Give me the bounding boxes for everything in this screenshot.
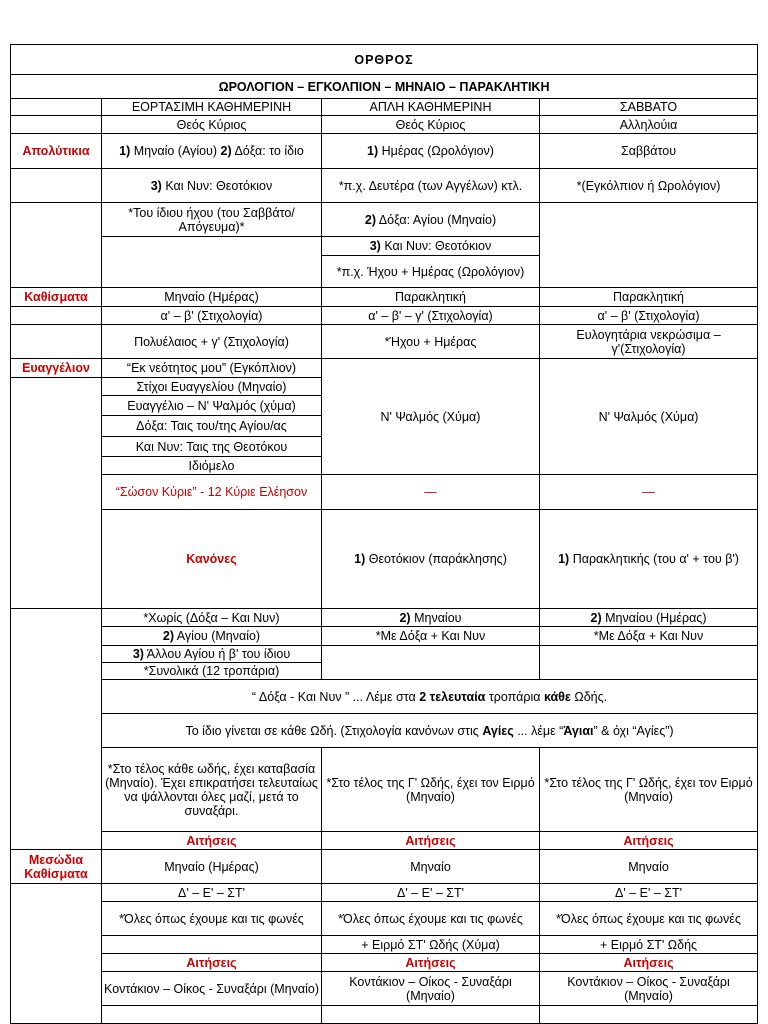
empty-cell	[540, 646, 758, 680]
cell-mes3-2: *Όλες όπως έχουμε και τις φωνές	[322, 902, 540, 936]
column-header-eortasimi: ΕΟΡΤΑΣΙΜΗ ΚΑΘΗΜΕΡΙΝΗ	[102, 99, 322, 116]
cell-apol2-2: *π.χ. Δευτέρα (των Αγγέλων) κτλ.	[322, 169, 540, 203]
cell-aitiseis-3: Αιτήσεις	[540, 832, 758, 850]
cell-apol1-1: 1) Μηναίο (Αγίου) 2) Δόξα: το ίδιο	[102, 134, 322, 169]
cell-evang-5: Και Νυν: Ταις της Θεοτόκου	[102, 437, 322, 457]
cell-kath3-2: *Ήχου + Ημέρας	[322, 325, 540, 359]
cell-aitiseis-1: Αιτήσεις	[102, 832, 322, 850]
cell-mes1-2: Μηναίο	[322, 850, 540, 884]
empty-cell	[102, 1006, 322, 1024]
cell-kath3-1: Πολυέλαιος + γ' (Στιχολογία)	[102, 325, 322, 359]
cell-katavasia-2: *Στο τέλος της Γ' Ωδής, έχει τον Ειρμό (Μηναίο)	[322, 748, 540, 832]
empty-cell	[322, 1006, 540, 1024]
cell-katavasia-1: *Στο τέλος κάθε ωδής, έχει καταβασία (Μηναίο). Έχει επικρατήσει τελευταίως να ψάλλονται όλες μαζί, μετά το συναξάρι.	[102, 748, 322, 832]
cell-apol2-3: *(Εγκόλπιον ή Ωρολόγιον)	[540, 169, 758, 203]
cell-kan2-2: 2) Μηναίου	[322, 609, 540, 627]
cell-kan2-3: 2) Μηναίου (Ημέρας)	[540, 609, 758, 627]
cell-aitiseis2-2: Αιτήσεις	[322, 954, 540, 972]
cell-evang-2: Στίχοι Ευαγγελίου (Μηναίο)	[102, 378, 322, 396]
cell-apol1-2: 1) Ημέρας (Ωρολόγιον)	[322, 134, 540, 169]
cell-theos-kyrios-3: Αλληλούια	[540, 116, 758, 134]
section-apolytikia: Απολύτικια	[11, 134, 102, 169]
cell-kan1-1: 1) Θεοτόκιον (παράκλησης)	[322, 510, 540, 609]
cell-mes4-3: + Ειρμό ΣΤ' Ωδής	[540, 936, 758, 954]
cell-apol5-2: *π.χ. Ήχου + Ημέρας (Ωρολόγιον)	[322, 256, 540, 288]
cell-mes2-3: Δ' – Ε' – ΣΤ'	[540, 884, 758, 902]
cell-evang-psalmos-3: Ν' Ψαλμός (Χύμα)	[540, 359, 758, 475]
cell-kan1-2: 1) Παρακλητικής (του α' + του β')	[540, 510, 758, 609]
cell-aitiseis-2: Αιτήσεις	[322, 832, 540, 850]
empty-cell	[11, 325, 102, 359]
cell-aitiseis2-3: Αιτήσεις	[540, 954, 758, 972]
cell-mes3-1: *Όλες όπως έχουμε και τις φωνές	[102, 902, 322, 936]
empty-cell	[11, 609, 102, 850]
section-kathismata: Καθίσματα	[11, 288, 102, 307]
empty-cell	[11, 307, 102, 325]
cell-kath2-2: α' – β' – γ' (Στιχολογία)	[322, 307, 540, 325]
page-subtitle: ΩΡΟΛΟΓΙΟΝ – ΕΓΚΟΛΠΙΟΝ – ΜΗΝΑΙΟ – ΠΑΡΑΚΛΗΤΙΚΗ	[11, 75, 758, 99]
page-title: ΟΡΘΡΟΣ	[11, 45, 758, 75]
empty-cell	[11, 884, 102, 1024]
cell-kath1-1: Μηναίο (Ημέρας)	[102, 288, 322, 307]
cell-apol1-3: Σαββάτου	[540, 134, 758, 169]
cell-kontakion-3: Κοντάκιον – Οίκος - Συναξάρι (Μηναίο)	[540, 972, 758, 1006]
cell-kan2-1: *Χωρίς (Δόξα – Και Νυν)	[102, 609, 322, 627]
cell-apol4-2: 3) Και Νυν: Θεοτόκιον	[322, 237, 540, 256]
cell-kan3-3: *Με Δόξα + Και Νυν	[540, 627, 758, 646]
section-mesodia: Μεσώδια Καθίσματα	[11, 850, 102, 884]
empty-cell	[11, 203, 102, 288]
cell-katavasia-3: *Στο τέλος της Γ' Ωδής, έχει τον Ειρμό (Μηναίο)	[540, 748, 758, 832]
cell-evang-4: Δόξα: Ταις του/της Αγίου/ας	[102, 416, 322, 437]
cell-kath1-3: Παρακλητική	[540, 288, 758, 307]
cell-kontakion-1: Κοντάκιον – Οίκος - Συναξάρι (Μηναίο)	[102, 972, 322, 1006]
empty-cell	[11, 116, 102, 134]
column-header-savvato: ΣΑΒΒΑΤΟ	[540, 99, 758, 116]
empty-cell	[540, 1006, 758, 1024]
cell-mes2-1: Δ' – Ε' – ΣΤ'	[102, 884, 322, 902]
cell-mes1-3: Μηναίο	[540, 850, 758, 884]
cell-evang-1: “Εκ νεότητος μου” (Εγκόπλιον)	[102, 359, 322, 378]
column-header-apli: ΑΠΛΗ ΚΑΘΗΜΕΡΙΝΗ	[322, 99, 540, 116]
empty-cell	[102, 936, 322, 954]
cell-theos-kyrios-2: Θεός Κύριος	[322, 116, 540, 134]
cell-kan5-1: *Συνολικά (12 τροπάρια)	[102, 663, 322, 680]
cell-mes4-2: + Ειρμό ΣΤ' Ωδής (Χύμα)	[322, 936, 540, 954]
cell-kath2-1: α' – β' (Στιχολογία)	[102, 307, 322, 325]
note-doxa-kai-nyn: “ Δόξα - Και Νυν ” ... Λέμε στα 2 τελευταία τροπάρια κάθε Ωδής.	[102, 680, 758, 714]
cell-theos-kyrios-1: Θεός Κύριος	[102, 116, 322, 134]
cell-evang-psalmos-2: Ν' Ψαλμός (Χύμα)	[322, 359, 540, 475]
cell-kath3-3: Ευλογητάρια νεκρώσιμα – γ'(Στιχολογία)	[540, 325, 758, 359]
empty-cell	[540, 203, 758, 288]
cell-apol3-1: *Του ίδιου ήχου (του Σαββάτο/Απόγευμα)*	[102, 203, 322, 237]
cell-evang-3: Ευαγγέλιο – Ν' Ψαλμός (χύμα)	[102, 396, 322, 416]
cell-soson-kyrie: “Σώσον Κύριε” - 12 Κύριε Ελέησον	[102, 475, 322, 510]
empty-cell	[11, 169, 102, 203]
cell-apol2-1: 3) Και Νυν: Θεοτόκιον	[102, 169, 322, 203]
empty-cell	[322, 646, 540, 680]
cell-mes3-3: *Όλες όπως έχουμε και τις φωνές	[540, 902, 758, 936]
orthros-table	[10, 44, 758, 1024]
cell-kan3-1: 2) Αγίου (Μηναίο)	[102, 627, 322, 646]
cell-evang-6: Ιδιόμελο	[102, 457, 322, 475]
empty-cell	[11, 99, 102, 116]
section-evangelion: Ευαγγέλιον	[11, 359, 102, 378]
empty-cell	[11, 378, 102, 609]
cell-kan3-2: *Με Δόξα + Και Νυν	[322, 627, 540, 646]
cell-mes1-1: Μηναίο (Ημέρας)	[102, 850, 322, 884]
cell-kan4-1: 3) Άλλου Αγίου ή β' του ίδιου	[102, 646, 322, 663]
cell-mes2-2: Δ' – Ε' – ΣΤ'	[322, 884, 540, 902]
cell-apol3-2: 2) Δόξα: Αγίου (Μηναίο)	[322, 203, 540, 237]
cell-dash-2: —	[322, 475, 540, 510]
cell-kontakion-2: Κοντάκιον – Οίκος - Συναξάρι (Μηναίο)	[322, 972, 540, 1006]
note-idio-kathe-odi: Το ίδιο γίνεται σε κάθε Ωδή. (Στιχολογία κανόνων στις Αγίες ... λέμε “Άγιαι” & όχι “Αγίες”)	[102, 714, 758, 748]
cell-kath2-3: α' – β' (Στιχολογία)	[540, 307, 758, 325]
section-kanones: Κανόνες	[102, 510, 322, 609]
cell-dash-3: —	[540, 475, 758, 510]
empty-cell	[102, 237, 322, 288]
cell-kath1-2: Παρακλητική	[322, 288, 540, 307]
cell-aitiseis2-1: Αιτήσεις	[102, 954, 322, 972]
